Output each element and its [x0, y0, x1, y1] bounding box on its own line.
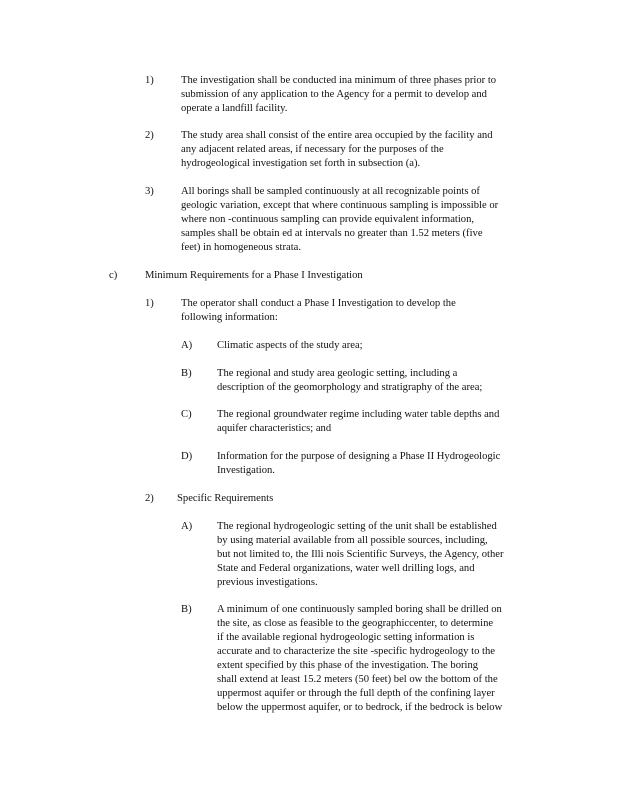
text-line: State and Federal organizations, water well drilling logs, and: [217, 563, 475, 574]
text-line: but not limited to, the Illi nois Scientific Surveys, the Agency, other: [217, 549, 504, 560]
text-line: The regional and study area geologic setting, including a: [217, 368, 458, 379]
text-line: extent specified by this phase of the investigation. The boring: [217, 660, 479, 671]
text-line: The regional hydrogeologic setting of the unit shall be established: [217, 521, 497, 532]
subitem-d-label: D): [181, 451, 193, 462]
text-line: All borings shall be sampled continuously at all recognizable points of: [181, 186, 480, 197]
text-line: aquifer characteristics; and: [217, 423, 332, 434]
text-line: feet) in homogeneous strata.: [181, 242, 302, 253]
text-line: samples shall be obtain ed at intervals no greater than 1.52 meters (five: [181, 228, 483, 239]
text-line: hydrogeological investigation set forth in subsection (a).: [181, 158, 421, 169]
subitem-b2-label: B): [181, 604, 192, 615]
text-line: below the uppermost aquifer, or to bedrock, if the bedrock is below: [217, 702, 503, 713]
text-line: the site, as close as feasible to the geographiccenter, to determine: [217, 618, 494, 629]
subitem-b2-text: [217, 603, 543, 715]
text-line: accurate and to characterize the site -specific hydrogeology to the: [217, 646, 495, 657]
text-line: uppermost aquifer or through the full depth of the confining layer: [217, 688, 495, 699]
c-item-1-label: 1): [145, 298, 154, 309]
item-2-label: 2): [145, 130, 154, 141]
subitem-c-text: [217, 408, 537, 436]
text-line: if the available regional hydrogeologic setting information is: [217, 632, 475, 643]
item-3-label: 3): [145, 186, 154, 197]
c-item-2-title: Specific Requirements: [177, 493, 274, 504]
item-3-text: [181, 185, 545, 255]
subitem-c-label: C): [181, 409, 192, 420]
text-line: previous investigations.: [217, 577, 318, 588]
text-line: The study area shall consist of the entire area occupied by the facility and: [181, 130, 493, 141]
subitem-a-text: [217, 339, 537, 353]
text-line: The investigation shall be conducted ina minimum of three phases prior to: [181, 75, 497, 86]
text-line: by using material available from all possible sources, including,: [217, 535, 488, 546]
text-line: description of the geomorphology and stratigraphy of the area;: [217, 382, 483, 393]
subitem-a2-text: [217, 520, 539, 590]
text-line: where non -continuous sampling can provide equivalent information,: [181, 214, 475, 225]
text-line: Investigation.: [217, 465, 275, 476]
text-line: geologic variation, except that where continuous sampling is impossible or: [181, 200, 499, 211]
text-line: A minimum of one continuously sampled boring shall be drilled on: [217, 604, 502, 615]
text-line: submission of any application to the Agency for a permit to develop and: [181, 89, 487, 100]
text-line: Information for the purpose of designing a Phase II Hydrogeologic: [217, 451, 501, 462]
text-line: any adjacent related areas, if necessary for the purposes of the: [181, 144, 444, 155]
subitem-a2-label: A): [181, 521, 193, 532]
text-line: Climatic aspects of the study area;: [217, 340, 363, 351]
section-c-title: Minimum Requirements for a Phase I Investigation: [145, 270, 363, 281]
subitem-b-text: [217, 367, 519, 395]
item-1-label: 1): [145, 75, 154, 86]
subitem-d-text: [217, 450, 527, 478]
item-1-text: [181, 74, 539, 116]
c-item-2-label: 2): [145, 493, 154, 504]
item-2-text: [181, 129, 539, 171]
c-item-1-text: [181, 297, 495, 325]
text-line: The regional groundwater regime including water table depths and: [217, 409, 500, 420]
subitem-b-label: B): [181, 368, 192, 379]
text-line: The operator shall conduct a Phase I Investigation to develop the: [181, 298, 456, 309]
text-line: operate a landfill facility.: [181, 103, 288, 114]
text-line: shall extend at least 15.2 meters (50 feet) bel ow the bottom of the: [217, 674, 498, 685]
section-c-label: c): [109, 270, 118, 281]
text-line: following information:: [181, 312, 278, 323]
subitem-a-label: A): [181, 340, 193, 351]
